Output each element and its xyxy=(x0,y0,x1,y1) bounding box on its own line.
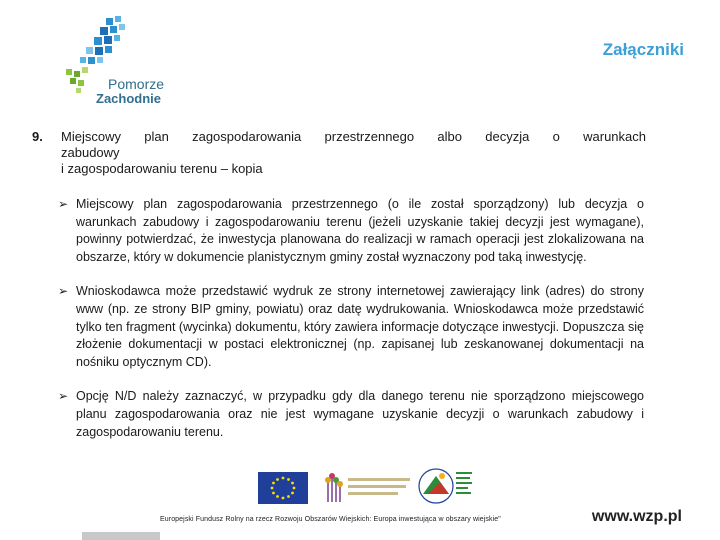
heading-line-3-main: i zagospodarowaniu terenu xyxy=(61,161,218,176)
footer-caption: Europejski Fundusz Rolny na rzecz Rozwoju Obszarów Wiejskich: Europa inwestująca w obszary wiejskie" xyxy=(160,516,501,523)
heading-suffix: – kopia xyxy=(217,161,263,176)
heading-line-1: Miejscowy plan zagospodarowania przestrzennego albo decyzja o warunkach xyxy=(61,129,646,144)
arrow-bullet-icon: ➢ xyxy=(58,389,69,404)
prow-logo-icon xyxy=(418,464,474,510)
arrow-bullet-icon: ➢ xyxy=(58,197,69,211)
bottom-bar xyxy=(82,532,160,540)
heading-line-2: zabudowy xyxy=(61,145,120,160)
section-number: 9. xyxy=(32,129,43,144)
heading-line-3 xyxy=(61,161,646,177)
website-link[interactable]: www.wzp.pl xyxy=(591,508,682,525)
section-heading-text xyxy=(61,129,646,177)
list-item xyxy=(58,283,644,371)
logo-text-pomorze: Pomorze xyxy=(108,76,165,92)
footer-logos xyxy=(258,464,474,510)
bullet-text: Opcję N/D należy zaznaczyć, w przypadku gdy dla danego terenu nie sporządzono miejscowego planu zagospodarowania oraz nie jest wymagane uzyskanie decyzji o warunkach zabudowy i zagospodarowaniu terenu. xyxy=(76,389,644,439)
bullet-list xyxy=(58,196,644,458)
bullet-text: Wnioskodawca może przedstawić wydruk ze strony internetowej zawierający link (adres) do strony www (np. ze strony BIP gminy, powiatu) oraz datę wydrukowania. Wnioskodawca może przedstawić tylko ten fragment (wycinka) dokumentu, który zawiera informacje dotyczące inwestycji. Dopuszcza się złożenie dokumentacji w postaci elektronicznej (np. zapisanej lub zeskanowanej dokumentacji na nośniku optycznym CD). xyxy=(76,284,644,369)
list-item xyxy=(58,196,644,266)
logo-text-zachodnie: Zachodnie xyxy=(96,91,162,106)
rural-network-logo-icon xyxy=(322,466,414,506)
bullet-text: Miejscowy plan zagospodarowania przestrzennego (o ile został sporządzony) lub decyzja o warunkach zabudowy i zagospodarowaniu terenu (jeżeli uzyskanie takiej decyzji jest wymagane), powinny potwierdzać, że inwestycja planowana do realizacji w ramach operacji jest zlokalizowana na obszarze, który w dokumencie planistycznym gminy został wyznaczony pod taką inwestycję. xyxy=(76,197,644,264)
arrow-bullet-icon: ➢ xyxy=(58,284,69,299)
eu-flag-icon xyxy=(258,472,308,504)
page-title: Załączniki xyxy=(602,40,684,59)
list-item xyxy=(58,388,644,441)
